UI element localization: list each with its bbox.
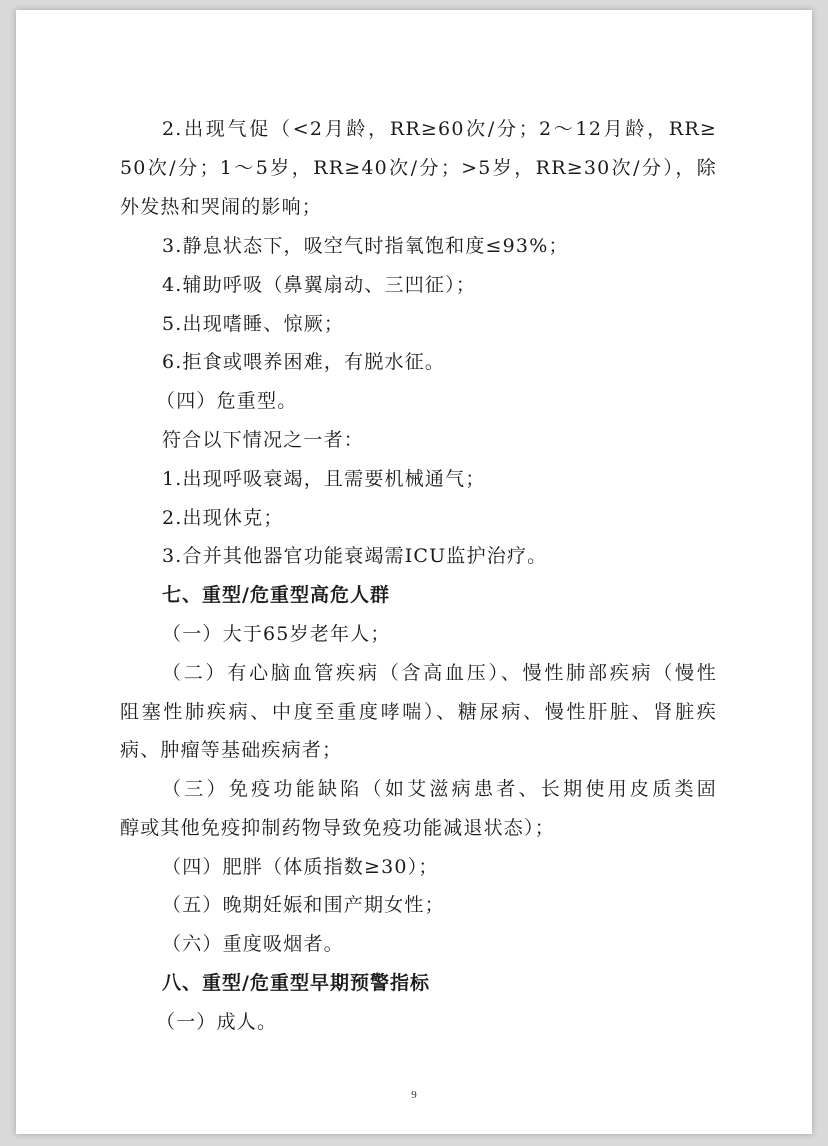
text-line: 3.合并其他器官功能衰竭需ICU监护治疗。 [162,545,548,567]
page-number: 9 [411,1089,417,1101]
text-line: （六）重度吸烟者。 [162,933,344,955]
section-heading: 七、重型/危重型高危人群 [162,584,390,606]
text-line: 2.出现气促（<2月龄，RR≥60次/分；2～12月龄，RR≥ [162,118,717,140]
text-line: 50次/分；1～5岁，RR≥40次/分；>5岁，RR≥30次/分），除 [120,157,717,179]
section-subheading: （一）成人。 [156,1011,278,1033]
text-line: 4.辅助呼吸（鼻翼扇动、三凹征）； [162,274,477,296]
text-line: 6.拒食或喂养困难，有脱水征。 [162,351,446,373]
text-line: （三）免疫功能缺陷（如艾滋病患者、长期使用皮质类固 [162,778,717,800]
text-line: 阻塞性肺疾病、中度至重度哮喘）、糖尿病、慢性肝脏、肾脏疾 [120,701,717,723]
section-heading: 八、重型/危重型早期预警指标 [162,972,430,994]
section-subheading: （四）危重型。 [156,390,298,412]
text-line: 5.出现嗜睡、惊厥； [162,313,345,335]
text-line: （四）肥胖（体质指数≥30）； [162,856,439,878]
text-line: 病、肿瘤等基础疾病者； [120,739,343,761]
text-line: 醇或其他免疫抑制药物导致免疫功能减退状态）； [120,817,555,839]
text-line: 符合以下情况之一者： [162,429,365,451]
document-page [16,10,812,1134]
text-line: 1.出现呼吸衰竭，且需要机械通气； [162,468,486,490]
text-line: 外发热和哭闹的影响； [120,196,323,218]
text-line: （一）大于65岁老年人； [162,623,391,645]
text-line: （五）晚期妊娠和围产期女性； [162,894,445,916]
text-line: 2.出现休克； [162,507,284,529]
text-line: （二）有心脑血管疾病（含高血压）、慢性肺部疾病（慢性 [162,662,717,684]
text-line: 3.静息状态下，吸空气时指氧饱和度≤93%； [162,235,569,257]
